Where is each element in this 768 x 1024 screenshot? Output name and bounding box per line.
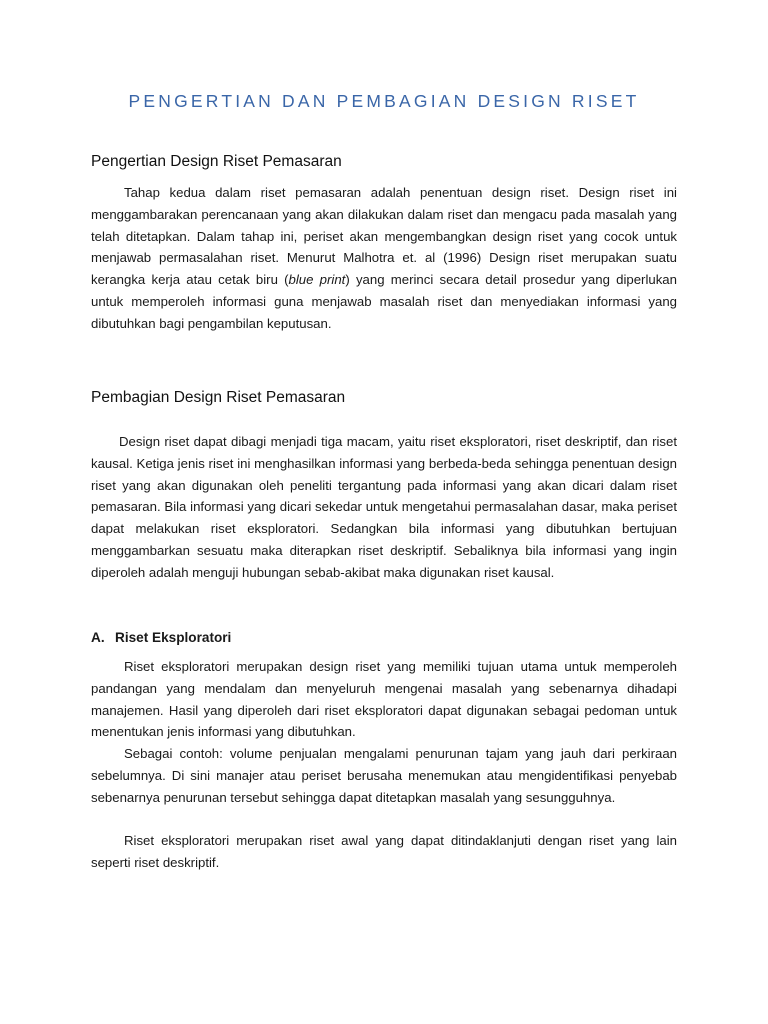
paragraph-eksploratori-2: Sebagai contoh: volume penjualan mengalami penurunan tajam yang jauh dari perkiraan sebelumnya. Di sini manajer atau periset berusaha menemukan atau mengidentifikasi penyebab sebenarnya penurunan tersebut sehingga dapat ditetapkan masalah yang sesungguhnya. xyxy=(91,746,677,805)
paragraph-eksploratori-1: Riset eksploratori merupakan design riset yang memiliki tujuan utama untuk memperoleh pandangan yang mendalam dan menyeluruh mengenai masalah yang sebenarnya dihadapi manajemen. Hasil yang diperoleh dari riset eksploratori dapat digunakan sebagai pedoman untuk menentukan jenis informasi yang dibutuhkan. xyxy=(91,659,677,740)
paragraph-pembagian: Design riset dapat dibagi menjadi tiga macam, yaitu riset eksploratori, riset deskriptif, dan riset kausal. Ketiga jenis riset ini menghasilkan informasi yang berbeda-beda sehingga penentuan design riset yang akan digunakan oleh peneliti tergantung pada informasi yang akan dicari dalam riset pemasaran. Bila informasi yang dicari sekedar untuk mengetahui permasalahan dasar, maka periset dapat melakukan riset eksploratori. Sedangkan bila informasi yang dibutuhkan bertujuan menggambarkan sesuatu maka diterapkan riset deskriptif. Sebaliknya bila informasi yang ingin diperoleh adalah menguji hubungan sebab-akibat maka digunakan riset kausal. xyxy=(91,434,677,580)
italic-term: blue print xyxy=(288,272,346,288)
paragraph-eksploratori-3: Riset eksploratori merupakan riset awal yang dapat ditindaklanjuti dengan riset yang lain seperti riset deskriptif. xyxy=(91,833,677,870)
section-heading-pengertian: Pengertian Design Riset Pemasaran xyxy=(91,153,342,170)
list-marker: A. xyxy=(91,630,105,645)
paragraph-text: Tahap kedua dalam riset pemasaran adalah penentuan design riset. Design riset ini menggambarakan perencanaan yang akan dilakukan dalam riset dan mengacu pada masalah yang telah ditetapkan. Dalam tahap ini, periset akan mengembangkan design riset yang cocok untuk menjawab permasalahan riset. Menurut Malhotra et. al (1996) Design riset merupakan suatu kerangka kerja atau cetak biru ( xyxy=(91,185,677,288)
subsection-title: Riset Eksploratori xyxy=(115,630,232,645)
paragraph-pengertian xyxy=(91,182,677,335)
paragraph-text: ) yang merinci secara detail prosedur yang diperlukan untuk memperoleh informasi guna menjawab masalah riset dan menyediakan informasi yang dibutuhkan bagi pengambilan keputusan. xyxy=(91,272,677,331)
subsection-heading-eksploratori xyxy=(91,630,231,645)
section-heading-pembagian: Pembagian Design Riset Pemasaran xyxy=(91,389,346,406)
page-title: PENGERTIAN DAN PEMBAGIAN DESIGN RISET xyxy=(128,91,640,111)
